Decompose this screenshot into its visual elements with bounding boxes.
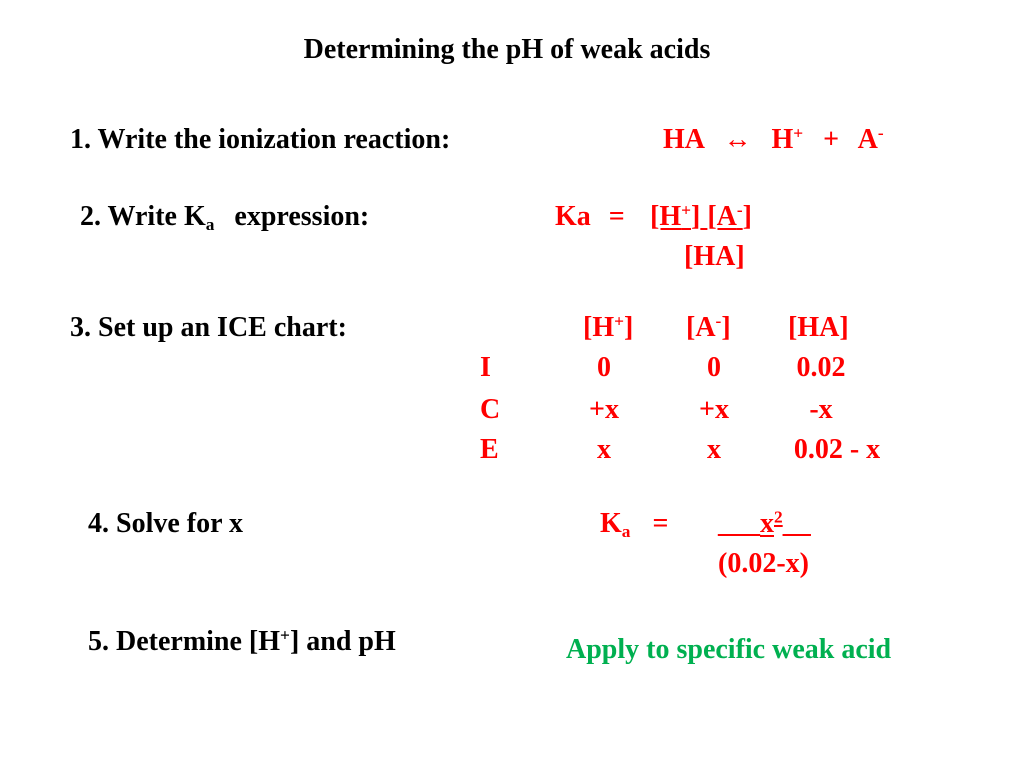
ice-header-ha bbox=[788, 312, 849, 344]
reactant-ha: HA bbox=[663, 124, 704, 155]
cation-h: H bbox=[771, 124, 794, 155]
plus-sign: + bbox=[823, 124, 840, 155]
ice-header-h bbox=[583, 312, 633, 344]
ice-cell: 0 bbox=[707, 352, 721, 383]
ka-solve-denominator: (0.02-x) bbox=[718, 548, 809, 579]
numerator-h-close: ] bbox=[691, 201, 701, 232]
ice-header-a-open: [A bbox=[686, 312, 716, 343]
ka-equals: = bbox=[608, 201, 625, 232]
ice-header-a-close: ] bbox=[721, 312, 731, 343]
ka-solve-equals: = bbox=[652, 508, 669, 539]
apply-note: Apply to specific weak acid bbox=[566, 634, 892, 665]
ice-row-label: I bbox=[480, 352, 491, 383]
ice-cell: -x bbox=[809, 394, 833, 425]
ice-header-a bbox=[686, 312, 731, 344]
numerator-h-charge: + bbox=[681, 200, 692, 220]
numerator-exponent: 2 bbox=[774, 507, 783, 527]
ice-row-label: E bbox=[480, 434, 499, 465]
ice-header-a-charge: - bbox=[715, 311, 722, 331]
ice-cell: +x bbox=[589, 394, 619, 425]
page-title: Determining the pH of weak acids bbox=[303, 34, 711, 65]
ice-header-ha-open: [HA] bbox=[788, 312, 849, 343]
ionization-reaction bbox=[663, 124, 884, 156]
cation-charge: + bbox=[793, 123, 804, 143]
ice-cell: x bbox=[707, 434, 721, 465]
step-2-label bbox=[80, 201, 369, 233]
step-2-label-prefix: 2. Write K bbox=[80, 201, 206, 232]
step-1-label: 1. Write the ionization reaction: bbox=[70, 124, 451, 155]
anion-a: A bbox=[857, 124, 878, 155]
ka-denominator: [HA] bbox=[684, 241, 745, 272]
ice-cell: +x bbox=[699, 394, 729, 425]
numerator-a-close: ] bbox=[742, 201, 752, 232]
step-2-label-suffix: expression: bbox=[234, 201, 370, 232]
ice-cell: 0.02 - x bbox=[793, 434, 881, 465]
ice-row-label: C bbox=[480, 394, 501, 425]
step-5-label-prefix: 5. Determine [H bbox=[88, 626, 281, 657]
step-2-label-subscript: a bbox=[205, 215, 215, 235]
numerator-tail: __ bbox=[782, 508, 811, 539]
ice-header-h-open: [H bbox=[583, 312, 615, 343]
numerator-x: x bbox=[760, 508, 774, 539]
numerator-a-open: [A bbox=[707, 201, 737, 232]
ka-solve-symbol: K bbox=[600, 508, 622, 539]
step-4-label: 4. Solve for x bbox=[88, 508, 244, 539]
ice-header-h-close: ] bbox=[624, 312, 634, 343]
equilibrium-arrow-icon: ↔ bbox=[723, 124, 752, 155]
step-5-label-charge: + bbox=[280, 625, 290, 645]
ice-cell: 0 bbox=[597, 352, 611, 383]
numerator-a-charge: - bbox=[736, 200, 743, 220]
numerator-h-open: [H bbox=[650, 201, 682, 232]
numerator-lead: ___ bbox=[718, 508, 760, 539]
step-5-label bbox=[88, 626, 396, 658]
ka-expression-lhs bbox=[555, 201, 625, 233]
ka-solve-numerator bbox=[718, 508, 811, 540]
step-5-label-suffix: ] and pH bbox=[289, 626, 396, 657]
ka-numerator bbox=[650, 201, 752, 233]
ice-cell: x bbox=[597, 434, 611, 465]
ice-cell: 0.02 bbox=[796, 352, 846, 383]
ka-solve-subscript: a bbox=[621, 522, 631, 542]
anion-charge: - bbox=[877, 123, 884, 143]
ice-header-h-charge: + bbox=[614, 311, 625, 331]
ka-symbol: Ka bbox=[555, 201, 591, 232]
step-3-label: 3. Set up an ICE chart: bbox=[70, 312, 347, 343]
ka-solve-lhs bbox=[600, 508, 668, 540]
